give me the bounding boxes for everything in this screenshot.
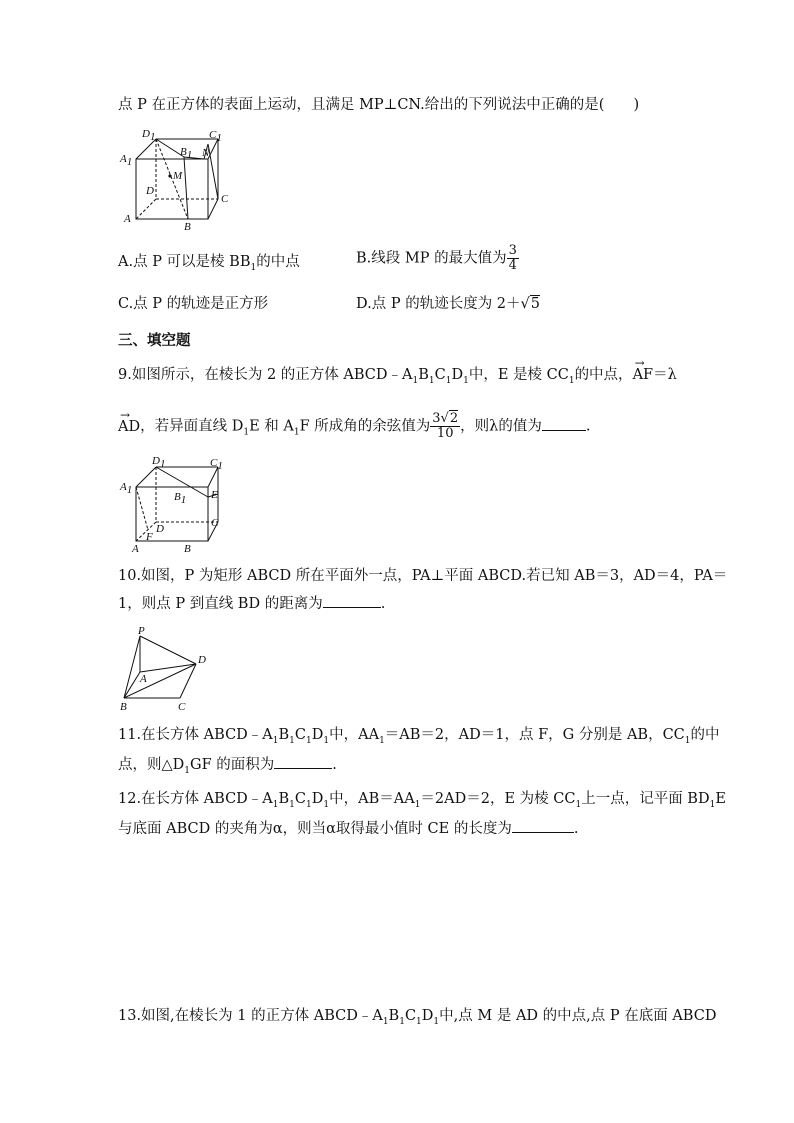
q8-stem: 点 P 在正方体的表面上运动，且满足 MP⊥CN.给出的下列说法中正确的是( )	[118, 97, 640, 113]
label-C1: C1	[210, 457, 223, 472]
q10-pyramid-figure	[118, 624, 218, 714]
q8-option-c: C.点 P 的轨迹是正方形	[118, 296, 269, 312]
q9-cube-figure	[118, 452, 228, 558]
label-C: C	[178, 701, 186, 713]
label-A: A	[124, 213, 131, 225]
q8-option-a: A.点 P 可以是棱 $BB_1$的中点	[118, 254, 300, 273]
q9-line2: → AD，若异面直线 $D_1E$ 和 $A_1F$ 所成角的余弦值为 $\frac{3√2}{10}$ ，则λ的值为 .	[118, 412, 590, 442]
label-D: D	[198, 654, 206, 666]
label-C: C	[211, 517, 219, 529]
label-B1: B1	[174, 491, 187, 506]
label-A1: A1	[120, 481, 133, 496]
label-C1: C1	[209, 129, 222, 144]
label-N: N	[202, 147, 210, 159]
q12-line2: 与底面 ABCD 的夹角为α，则当α取得最小值时 CE 的长度为 .	[118, 821, 579, 837]
label-A: A	[132, 543, 139, 555]
label-E: E	[211, 489, 218, 501]
section-title: 三、填空题	[118, 333, 191, 349]
label-A: A	[140, 673, 147, 685]
label-B: B	[184, 543, 191, 555]
label-A1: A1	[120, 153, 133, 168]
q9-line1: 9.如图所示，在棱长为 2 的正方体 $ABCD﹣A_1B_1C_1D_1$中，E 是棱 $CC_1$的中点，→ AF＝λ	[118, 365, 677, 391]
q12-line1: 12.在长方体 $ABCD﹣A_1B_1C_1D_1$中，$AB=AA_1=2AD=2$，E 为棱 $CC_1$上一点，记平面 $BD_1E$	[118, 791, 726, 810]
label-F: F	[146, 531, 153, 543]
q10-line1: 10.如图，P 为矩形 ABCD 所在平面外一点，PA⊥平面 ABCD.若已知 AB＝3，AD＝4，PA＝	[118, 568, 728, 584]
q11-line1: 11.在长方体 $ABCD﹣A_1B_1C_1D_1$中，$AA_1=AB=2$，AD＝1，点 F，G 分别是 AB，$CC_1$的中	[118, 727, 720, 746]
label-M: M	[173, 170, 183, 182]
q8-option-d: D.点 P 的轨迹长度为 2＋√5	[356, 296, 541, 312]
q10-line2: 1，则点 P 到直线 BD 的距离为 .	[118, 596, 386, 612]
label-C: C	[221, 193, 228, 205]
label-D: D	[146, 185, 154, 197]
label-P: P	[138, 625, 145, 637]
label-B1: B1	[180, 146, 193, 161]
label-D: D	[156, 523, 164, 535]
q8-cube-figure	[118, 124, 228, 232]
label-B: B	[184, 221, 191, 232]
label-D1: D1	[142, 128, 156, 143]
label-B: B	[120, 701, 127, 713]
q11-line2: 点，则$\triangle D_1GF$ 的面积为 .	[118, 757, 337, 776]
label-D1: D1	[152, 455, 166, 470]
q8-option-b: B.线段 MP 的最大值为 $\frac{3}{4}$	[356, 243, 517, 273]
q13-line1: 13.如图,在棱长为 1 的正方体 $ABCD﹣A_1B_1C_1D_1$中,点 M 是 AD 的中点,点 P 在底面 ABCD	[118, 1008, 717, 1027]
